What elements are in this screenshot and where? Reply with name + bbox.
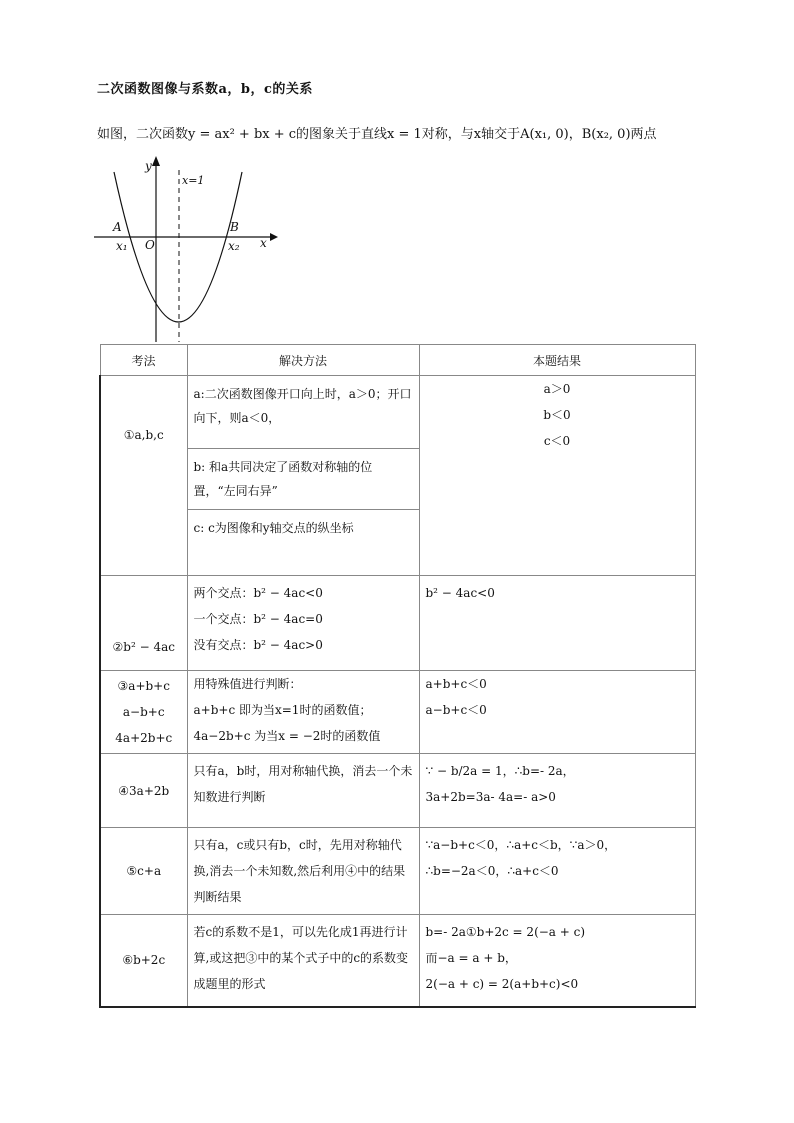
- method-c: c: c为图像和y轴交点的纵坐标: [193, 521, 354, 535]
- topic-text: ①a,b,c: [123, 428, 164, 442]
- result-line: a−b+c＜0: [425, 703, 487, 717]
- result-line: 而−a = a + b，: [425, 951, 517, 965]
- coefficient-table: [99, 344, 696, 1008]
- header-result: 本题结果: [419, 345, 695, 376]
- result-line: ∵ − b/2a = 1，∴b=- 2a，: [425, 764, 575, 778]
- result-line: c＜0: [543, 434, 571, 448]
- page-title: 二次函数图像与系数a，b，c的关系: [97, 82, 313, 97]
- row-method: [187, 754, 419, 828]
- y-axis-arrow: [152, 156, 160, 166]
- y-label: y: [145, 159, 152, 173]
- header-topic: 考法: [100, 345, 187, 376]
- result-line: 2(−a + c) = 2(a+b+c)<0: [425, 977, 579, 991]
- result-line: a＞0: [543, 382, 571, 396]
- row-topic: [100, 376, 187, 576]
- parabola-graph: [92, 152, 282, 344]
- topic-text: ⑥b+2c: [122, 953, 166, 968]
- row-topic: [100, 828, 187, 915]
- row-result: [419, 915, 695, 1007]
- row-result: [419, 576, 695, 671]
- point-a-label: A: [113, 220, 122, 234]
- intro-text: 如图，二次函数y = ax² + bx + c的图象关于直线x = 1对称，与x轴交于A(x₁, 0)，B(x₂, 0)两点: [97, 127, 657, 142]
- row-method: [187, 576, 419, 671]
- method-line: 一个交点：b² − 4ac=0: [193, 612, 323, 626]
- table-row: [100, 376, 695, 576]
- topic-text: ④3a+2b: [118, 783, 170, 798]
- row-method: [187, 915, 419, 1007]
- header-method: 解决方法: [187, 345, 419, 376]
- topic-text: ②b² − 4ac: [112, 640, 175, 654]
- result-line: 3a+2b=3a- 4a=- a>0: [425, 790, 556, 804]
- row-result: [419, 671, 695, 754]
- row-method: [187, 828, 419, 915]
- row-topic: [100, 915, 187, 1007]
- method-a: a:二次函数图像开口向上时，a＞0；开口向下，则a＜0，: [188, 376, 419, 449]
- table-row: [100, 671, 695, 754]
- row-method: [187, 376, 419, 576]
- method-line: 若c的系数不是1，可以先化成1再进行计算,或这把③中的某个式子中的c的系数变成题里的形式: [193, 925, 409, 991]
- line-label: x=1: [182, 174, 205, 187]
- method-line: 只有a，c或只有b，c时，先用对称轴代换,消去一个未知数,然后利用④中的结果判断结果: [193, 838, 406, 904]
- method-line: 两个交点：b² − 4ac<0: [193, 586, 323, 600]
- table-row: [100, 754, 695, 828]
- row-result: [419, 754, 695, 828]
- method-line: a+b+c 即为当x=1时的函数值；: [193, 703, 372, 717]
- result-line: ∴b=−2a＜0，∴a+c＜0: [425, 864, 559, 878]
- row-method: [187, 671, 419, 754]
- row-result: [419, 828, 695, 915]
- origin-label: O: [145, 238, 155, 252]
- row-topic: [100, 671, 187, 754]
- method-line: 没有交点：b² − 4ac>0: [193, 638, 323, 652]
- table-row: [100, 915, 695, 1007]
- topic-text: a−b+c: [122, 705, 165, 719]
- x-label: x: [260, 236, 267, 250]
- x-axis-arrow: [270, 233, 278, 241]
- x1-label: x₁: [116, 239, 128, 253]
- method-line: 4a−2b+c 为当x = −2时的函数值: [193, 729, 381, 743]
- parabola-curve: [114, 172, 242, 322]
- topic-text: ③a+b+c: [117, 679, 170, 693]
- topic-text: ⑤c+a: [126, 864, 162, 878]
- table-row: [100, 576, 695, 671]
- point-b-label: B: [230, 220, 239, 234]
- method-b: b: 和a共同决定了函数对称轴的位置，“左同右异”: [188, 449, 419, 510]
- x2-label: x₂: [228, 239, 240, 253]
- row-result: [419, 376, 695, 576]
- result-line: b＜0: [543, 408, 571, 422]
- result-line: b=- 2a①b+2c = 2(−a + c): [425, 925, 586, 939]
- result-line: b² − 4ac<0: [425, 586, 495, 600]
- table-row: [100, 828, 695, 915]
- method-line: 只有a，b时，用对称轴代换，消去一个未知数进行判断: [193, 764, 413, 804]
- table-header-row: [100, 345, 695, 376]
- row-topic: [100, 576, 187, 671]
- topic-text: 4a+2b+c: [115, 731, 173, 745]
- row-topic: [100, 754, 187, 828]
- result-line: a+b+c＜0: [425, 677, 487, 691]
- method-line: 用特殊值进行判断：: [193, 677, 302, 691]
- result-line: ∵a−b+c＜0，∴a+c＜b，∵a＞0，: [425, 838, 617, 852]
